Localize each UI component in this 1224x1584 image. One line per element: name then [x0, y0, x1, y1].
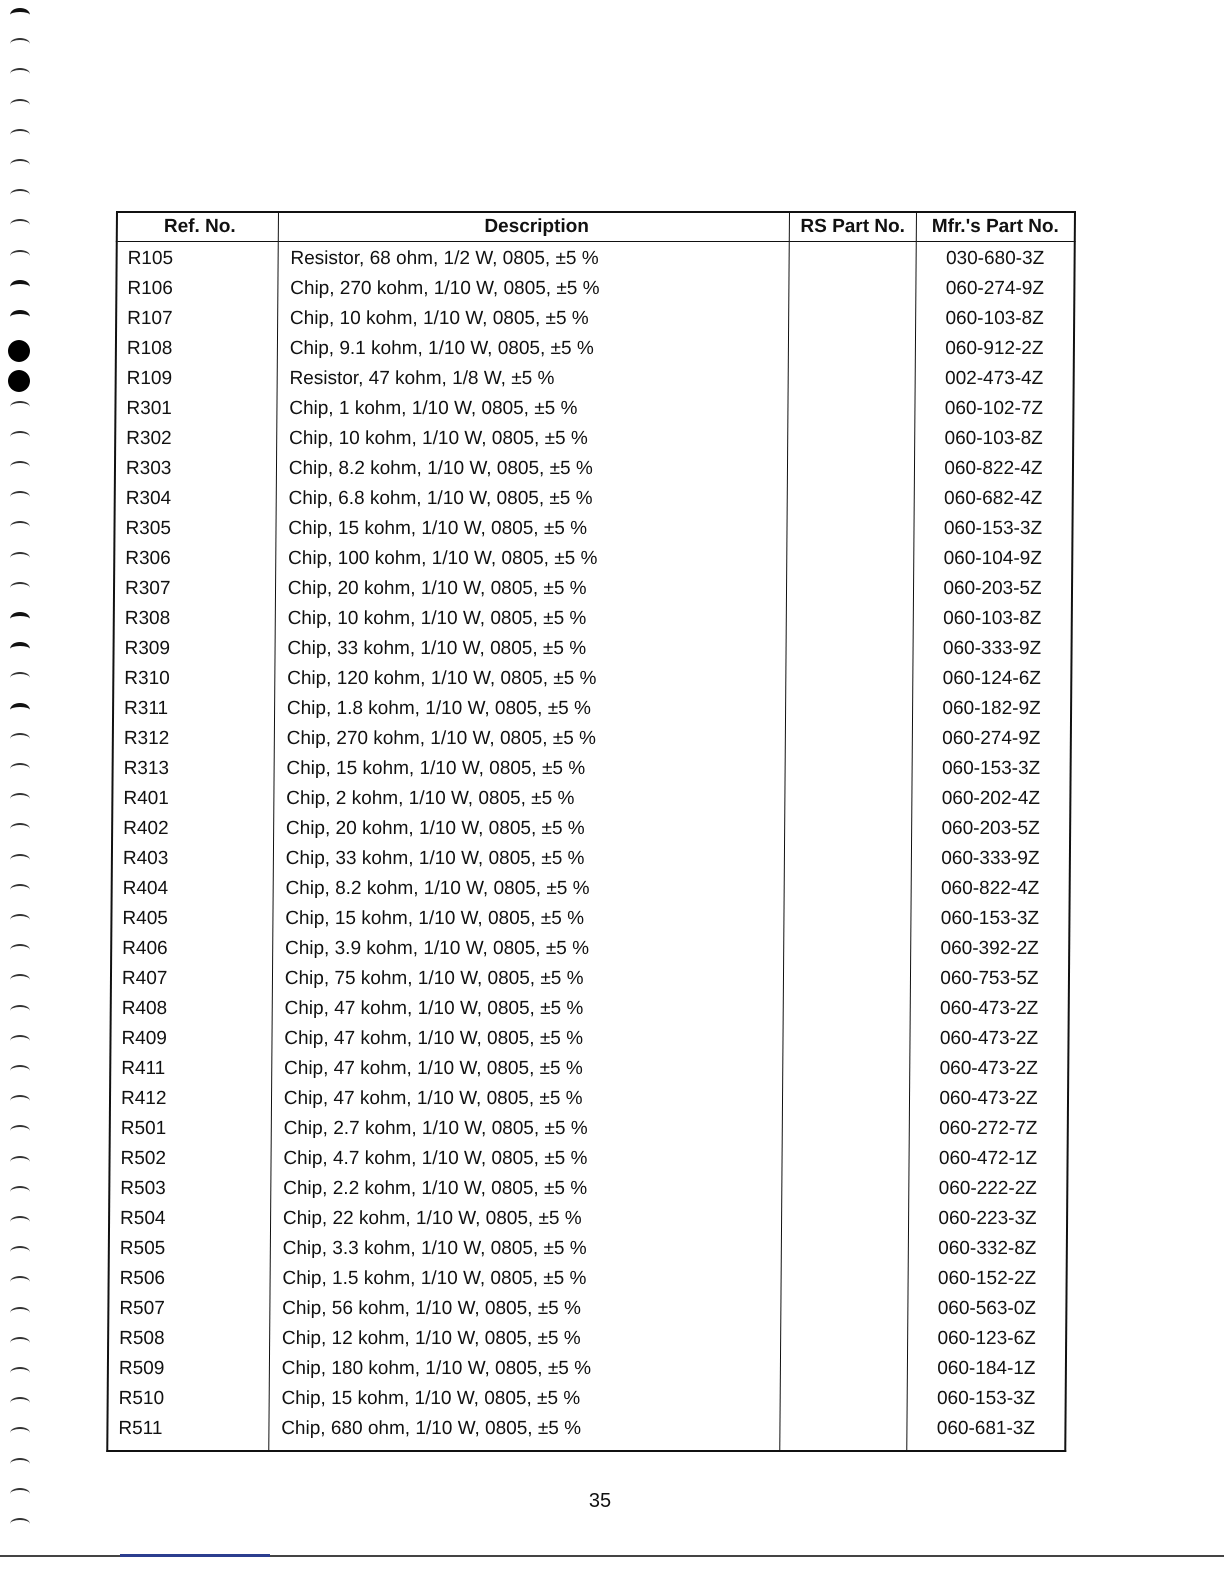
binding-hole — [10, 1458, 30, 1470]
cell-mfr-part-no: 060-822-4Z — [911, 874, 1070, 904]
cell-ref-no: R508 — [108, 1324, 270, 1354]
cell-mfr-part-no: 060-153-3Z — [914, 514, 1073, 544]
cell-description: Chip, 2.2 kohm, 1/10 W, 0805, ±5 % — [271, 1174, 782, 1204]
cell-rs-part-no — [782, 1144, 909, 1174]
cell-mfr-part-no: 060-123-6Z — [907, 1324, 1066, 1354]
cell-mfr-part-no: 060-681-3Z — [907, 1414, 1066, 1451]
table-row — [113, 694, 1071, 724]
table-row — [108, 1384, 1066, 1414]
binding-hole — [10, 974, 30, 986]
binding-hole — [10, 461, 30, 473]
cell-mfr-part-no: 002-473-4Z — [915, 364, 1074, 394]
cell-mfr-part-no: 060-333-9Z — [913, 634, 1072, 664]
table-row — [112, 784, 1070, 814]
table-row — [110, 1114, 1068, 1144]
cell-rs-part-no — [781, 1264, 908, 1294]
cell-description: Chip, 15 kohm, 1/10 W, 0805, ±5 % — [274, 754, 785, 784]
cell-ref-no: R302 — [115, 424, 277, 454]
binding-hole — [10, 250, 30, 262]
cell-ref-no: R409 — [110, 1024, 272, 1054]
cell-ref-no: R407 — [111, 964, 273, 994]
binding-hole — [10, 552, 30, 564]
table-row — [111, 934, 1069, 964]
binding-hole — [10, 1005, 30, 1017]
table-row — [110, 1024, 1068, 1054]
binding-hole — [10, 733, 30, 745]
cell-rs-part-no — [789, 242, 916, 275]
binding-hole — [10, 38, 30, 50]
cell-rs-part-no — [787, 424, 914, 454]
cell-description: Chip, 3.9 kohm, 1/10 W, 0805, ±5 % — [272, 934, 783, 964]
binding-hole — [10, 1246, 30, 1258]
cell-description: Chip, 10 kohm, 1/10 W, 0805, ±5 % — [276, 424, 787, 454]
binding-hole — [10, 763, 30, 775]
table-row — [116, 274, 1074, 304]
cell-rs-part-no — [783, 994, 910, 1024]
cell-rs-part-no — [787, 514, 914, 544]
cell-ref-no: R303 — [115, 454, 277, 484]
cell-description: Chip, 10 kohm, 1/10 W, 0805, ±5 % — [275, 604, 786, 634]
table-row — [110, 1054, 1068, 1084]
cell-ref-no: R511 — [107, 1414, 269, 1451]
cell-ref-no: R402 — [112, 814, 274, 844]
cell-mfr-part-no: 060-153-3Z — [907, 1384, 1066, 1414]
binding-hole — [8, 340, 30, 362]
table-row — [109, 1174, 1067, 1204]
header-description: Description — [278, 212, 789, 242]
table-row — [111, 994, 1069, 1024]
cell-rs-part-no — [783, 964, 910, 994]
binding-hole — [10, 1276, 30, 1288]
cell-mfr-part-no: 030-680-3Z — [916, 242, 1075, 275]
binding-holes — [6, 0, 34, 1584]
cell-rs-part-no — [784, 814, 911, 844]
table-row — [111, 964, 1069, 994]
cell-rs-part-no — [788, 364, 915, 394]
cell-mfr-part-no: 060-473-2Z — [910, 994, 1069, 1024]
cell-ref-no: R107 — [116, 304, 278, 334]
cell-description: Chip, 47 kohm, 1/10 W, 0805, ±5 % — [271, 1054, 782, 1084]
table-row — [113, 634, 1071, 664]
cell-rs-part-no — [780, 1324, 907, 1354]
table-row — [116, 334, 1074, 364]
cell-ref-no: R313 — [112, 754, 274, 784]
binding-hole — [10, 854, 30, 866]
cell-ref-no: R411 — [110, 1054, 272, 1084]
cell-rs-part-no — [788, 274, 915, 304]
cell-description: Chip, 47 kohm, 1/10 W, 0805, ±5 % — [271, 1084, 782, 1114]
cell-ref-no: R108 — [116, 334, 278, 364]
binding-hole — [10, 944, 30, 956]
cell-rs-part-no — [782, 1054, 909, 1084]
cell-ref-no: R308 — [114, 604, 276, 634]
cell-rs-part-no — [785, 664, 912, 694]
cell-ref-no: R106 — [116, 274, 278, 304]
cell-mfr-part-no: 060-203-5Z — [911, 814, 1070, 844]
cell-rs-part-no — [787, 484, 914, 514]
cell-ref-no: R509 — [108, 1354, 270, 1384]
cell-rs-part-no — [781, 1234, 908, 1264]
table-row — [115, 424, 1073, 454]
table-row — [109, 1144, 1067, 1174]
binding-hole — [10, 1186, 30, 1198]
cell-rs-part-no — [784, 784, 911, 814]
cell-description: Resistor, 47 kohm, 1/8 W, ±5 % — [277, 364, 788, 394]
binding-hole — [10, 431, 30, 443]
cell-ref-no: R403 — [112, 844, 274, 874]
table-row — [112, 754, 1070, 784]
cell-mfr-part-no: 060-152-2Z — [908, 1264, 1067, 1294]
cell-description: Chip, 10 kohm, 1/10 W, 0805, ±5 % — [277, 304, 788, 334]
binding-hole — [10, 219, 30, 231]
cell-description: Chip, 3.3 kohm, 1/10 W, 0805, ±5 % — [270, 1234, 781, 1264]
binding-hole — [10, 1337, 30, 1349]
binding-hole — [10, 1488, 30, 1500]
cell-ref-no: R301 — [115, 394, 277, 424]
cell-description: Chip, 270 kohm, 1/10 W, 0805, ±5 % — [274, 724, 785, 754]
header-rs-part-no: RS Part No. — [789, 212, 916, 242]
cell-description: Chip, 4.7 kohm, 1/10 W, 0805, ±5 % — [271, 1144, 782, 1174]
parts-list-table — [106, 211, 1076, 1452]
binding-hole — [10, 280, 30, 294]
binding-hole — [10, 884, 30, 896]
binding-hole — [10, 1156, 30, 1168]
cell-mfr-part-no: 060-103-8Z — [913, 604, 1072, 634]
cell-rs-part-no — [785, 724, 912, 754]
binding-hole — [10, 159, 30, 171]
table-row — [112, 814, 1070, 844]
table-body — [107, 242, 1074, 1452]
binding-hole — [10, 793, 30, 805]
cell-description: Chip, 1.5 kohm, 1/10 W, 0805, ±5 % — [270, 1264, 781, 1294]
binding-hole — [10, 310, 30, 324]
cell-ref-no: R506 — [108, 1264, 270, 1294]
binding-hole — [10, 8, 30, 22]
cell-rs-part-no — [780, 1384, 907, 1414]
cell-description: Chip, 22 kohm, 1/10 W, 0805, ±5 % — [270, 1204, 781, 1234]
cell-mfr-part-no: 060-124-6Z — [913, 664, 1072, 694]
binding-hole — [10, 1035, 30, 1047]
table-row — [109, 1204, 1067, 1234]
table-row — [113, 664, 1071, 694]
binding-hole — [10, 68, 30, 80]
cell-description: Chip, 8.2 kohm, 1/10 W, 0805, ±5 % — [276, 454, 787, 484]
binding-hole — [10, 1307, 30, 1319]
binding-hole — [10, 672, 30, 684]
table-row — [108, 1324, 1066, 1354]
cell-description: Chip, 15 kohm, 1/10 W, 0805, ±5 % — [273, 904, 784, 934]
cell-ref-no: R312 — [113, 724, 275, 754]
cell-rs-part-no — [786, 604, 913, 634]
binding-hole — [10, 914, 30, 926]
table-row — [113, 724, 1071, 754]
binding-hole — [10, 642, 30, 656]
cell-description: Resistor, 68 ohm, 1/2 W, 0805, ±5 % — [278, 242, 789, 275]
table-row — [116, 364, 1074, 394]
cell-rs-part-no — [782, 1114, 909, 1144]
cell-description: Chip, 15 kohm, 1/10 W, 0805, ±5 % — [276, 514, 787, 544]
binding-hole — [10, 491, 30, 503]
binding-hole — [10, 1125, 30, 1137]
cell-mfr-part-no: 060-103-8Z — [915, 424, 1074, 454]
cell-rs-part-no — [781, 1174, 908, 1204]
cell-mfr-part-no: 060-184-1Z — [907, 1354, 1066, 1384]
cell-description: Chip, 8.2 kohm, 1/10 W, 0805, ±5 % — [273, 874, 784, 904]
cell-description: Chip, 2.7 kohm, 1/10 W, 0805, ±5 % — [271, 1114, 782, 1144]
cell-description: Chip, 270 kohm, 1/10 W, 0805, ±5 % — [278, 274, 789, 304]
cell-rs-part-no — [783, 934, 910, 964]
table-row — [107, 1414, 1065, 1451]
binding-hole — [10, 129, 30, 141]
binding-hole — [10, 1065, 30, 1077]
cell-rs-part-no — [788, 304, 915, 334]
binding-hole — [10, 612, 30, 626]
cell-mfr-part-no: 060-333-9Z — [911, 844, 1070, 874]
cell-ref-no: R311 — [113, 694, 275, 724]
cell-ref-no: R405 — [111, 904, 273, 934]
cell-mfr-part-no: 060-182-9Z — [912, 694, 1071, 724]
cell-rs-part-no — [781, 1204, 908, 1234]
cell-rs-part-no — [784, 844, 911, 874]
cell-description: Chip, 33 kohm, 1/10 W, 0805, ±5 % — [275, 634, 786, 664]
cell-mfr-part-no: 060-272-7Z — [909, 1114, 1068, 1144]
table-row — [117, 242, 1075, 275]
table-row — [115, 484, 1073, 514]
cell-ref-no: R307 — [114, 574, 276, 604]
cell-description: Chip, 20 kohm, 1/10 W, 0805, ±5 % — [273, 814, 784, 844]
binding-hole — [10, 1397, 30, 1409]
table-row — [109, 1234, 1067, 1264]
cell-ref-no: R304 — [115, 484, 277, 514]
cell-mfr-part-no: 060-473-2Z — [909, 1084, 1068, 1114]
cell-mfr-part-no: 060-104-9Z — [914, 544, 1073, 574]
table-row — [116, 304, 1074, 334]
binding-hole — [10, 823, 30, 835]
binding-hole — [10, 1427, 30, 1439]
cell-mfr-part-no: 060-563-0Z — [908, 1294, 1067, 1324]
cell-mfr-part-no: 060-274-9Z — [912, 724, 1071, 754]
cell-description: Chip, 9.1 kohm, 1/10 W, 0805, ±5 % — [277, 334, 788, 364]
table-row — [114, 514, 1072, 544]
cell-ref-no: R412 — [110, 1084, 272, 1114]
cell-ref-no: R406 — [111, 934, 273, 964]
cell-mfr-part-no: 060-153-3Z — [911, 904, 1070, 934]
cell-mfr-part-no: 060-473-2Z — [910, 1054, 1069, 1084]
cell-rs-part-no — [787, 454, 914, 484]
cell-mfr-part-no: 060-202-4Z — [912, 784, 1071, 814]
cell-ref-no: R309 — [113, 634, 275, 664]
cell-rs-part-no — [786, 544, 913, 574]
binding-hole — [10, 582, 30, 594]
cell-rs-part-no — [779, 1414, 907, 1451]
cell-description: Chip, 75 kohm, 1/10 W, 0805, ±5 % — [272, 964, 783, 994]
binding-hole — [10, 99, 30, 111]
bottom-rule-accent — [120, 1554, 270, 1557]
cell-description: Chip, 1 kohm, 1/10 W, 0805, ±5 % — [277, 394, 788, 424]
cell-ref-no: R404 — [112, 874, 274, 904]
cell-description: Chip, 47 kohm, 1/10 W, 0805, ±5 % — [272, 994, 783, 1024]
cell-description: Chip, 47 kohm, 1/10 W, 0805, ±5 % — [272, 1024, 783, 1054]
cell-ref-no: R109 — [116, 364, 278, 394]
cell-mfr-part-no: 060-274-9Z — [916, 274, 1075, 304]
cell-ref-no: R408 — [111, 994, 273, 1024]
cell-description: Chip, 15 kohm, 1/10 W, 0805, ±5 % — [269, 1384, 780, 1414]
cell-description: Chip, 1.8 kohm, 1/10 W, 0805, ±5 % — [274, 694, 785, 724]
binding-hole — [10, 521, 30, 533]
table-row — [108, 1354, 1066, 1384]
table-row — [110, 1084, 1068, 1114]
cell-mfr-part-no: 060-822-4Z — [914, 454, 1073, 484]
cell-description: Chip, 56 kohm, 1/10 W, 0805, ±5 % — [270, 1294, 781, 1324]
cell-ref-no: R310 — [113, 664, 275, 694]
cell-ref-no: R505 — [109, 1234, 271, 1264]
table-row — [111, 904, 1069, 934]
cell-rs-part-no — [784, 874, 911, 904]
cell-description: Chip, 100 kohm, 1/10 W, 0805, ±5 % — [275, 544, 786, 574]
cell-ref-no: R504 — [109, 1204, 271, 1234]
cell-ref-no: R305 — [114, 514, 276, 544]
cell-description: Chip, 2 kohm, 1/10 W, 0805, ±5 % — [274, 784, 785, 814]
cell-mfr-part-no: 060-103-8Z — [915, 304, 1074, 334]
page-number: 35 — [588, 1490, 612, 1512]
binding-hole — [8, 370, 30, 392]
cell-description: Chip, 6.8 kohm, 1/10 W, 0805, ±5 % — [276, 484, 787, 514]
cell-description: Chip, 12 kohm, 1/10 W, 0805, ±5 % — [269, 1324, 780, 1354]
cell-ref-no: R510 — [108, 1384, 270, 1414]
cell-mfr-part-no: 060-473-2Z — [910, 1024, 1069, 1054]
cell-description: Chip, 20 kohm, 1/10 W, 0805, ±5 % — [275, 574, 786, 604]
cell-description: Chip, 120 kohm, 1/10 W, 0805, ±5 % — [275, 664, 786, 694]
cell-mfr-part-no: 060-203-5Z — [913, 574, 1072, 604]
cell-mfr-part-no: 060-472-1Z — [909, 1144, 1068, 1174]
binding-hole — [10, 1095, 30, 1107]
table-row — [108, 1264, 1066, 1294]
cell-mfr-part-no: 060-753-5Z — [910, 964, 1069, 994]
cell-rs-part-no — [788, 334, 915, 364]
binding-hole — [10, 703, 30, 717]
cell-mfr-part-no: 060-102-7Z — [915, 394, 1074, 424]
binding-hole — [10, 1367, 30, 1379]
cell-rs-part-no — [785, 694, 912, 724]
table-row — [115, 394, 1073, 424]
header-ref-no: Ref. No. — [117, 212, 279, 242]
cell-mfr-part-no: 060-222-2Z — [909, 1174, 1068, 1204]
cell-rs-part-no — [786, 634, 913, 664]
cell-ref-no: R401 — [112, 784, 274, 814]
table-row — [112, 874, 1070, 904]
binding-hole — [10, 1216, 30, 1228]
cell-mfr-part-no: 060-223-3Z — [908, 1204, 1067, 1234]
cell-rs-part-no — [784, 904, 911, 934]
table-row — [114, 544, 1072, 574]
table-row — [112, 844, 1070, 874]
header-mfr-part-no: Mfr.'s Part No. — [916, 212, 1075, 242]
cell-rs-part-no — [786, 574, 913, 604]
table-row — [108, 1294, 1066, 1324]
cell-mfr-part-no: 060-392-2Z — [911, 934, 1070, 964]
cell-mfr-part-no: 060-682-4Z — [914, 484, 1073, 514]
cell-ref-no: R502 — [109, 1144, 271, 1174]
cell-rs-part-no — [785, 754, 912, 784]
cell-mfr-part-no: 060-912-2Z — [915, 334, 1074, 364]
cell-rs-part-no — [788, 394, 915, 424]
cell-rs-part-no — [782, 1084, 909, 1114]
cell-rs-part-no — [783, 1024, 910, 1054]
cell-ref-no: R507 — [108, 1294, 270, 1324]
binding-hole — [10, 401, 30, 413]
table-row — [114, 604, 1072, 634]
cell-mfr-part-no: 060-332-8Z — [908, 1234, 1067, 1264]
binding-hole — [10, 1518, 30, 1530]
cell-ref-no: R105 — [117, 242, 279, 275]
table-row — [115, 454, 1073, 484]
cell-description: Chip, 680 ohm, 1/10 W, 0805, ±5 % — [269, 1414, 780, 1451]
cell-rs-part-no — [780, 1294, 907, 1324]
table-row — [114, 574, 1072, 604]
cell-ref-no: R306 — [114, 544, 276, 574]
cell-ref-no: R503 — [109, 1174, 271, 1204]
table-header-row — [117, 212, 1075, 242]
cell-description: Chip, 180 kohm, 1/10 W, 0805, ±5 % — [269, 1354, 780, 1384]
cell-mfr-part-no: 060-153-3Z — [912, 754, 1071, 784]
cell-rs-part-no — [780, 1354, 907, 1384]
cell-description: Chip, 33 kohm, 1/10 W, 0805, ±5 % — [273, 844, 784, 874]
binding-hole — [10, 189, 30, 201]
cell-ref-no: R501 — [110, 1114, 272, 1144]
